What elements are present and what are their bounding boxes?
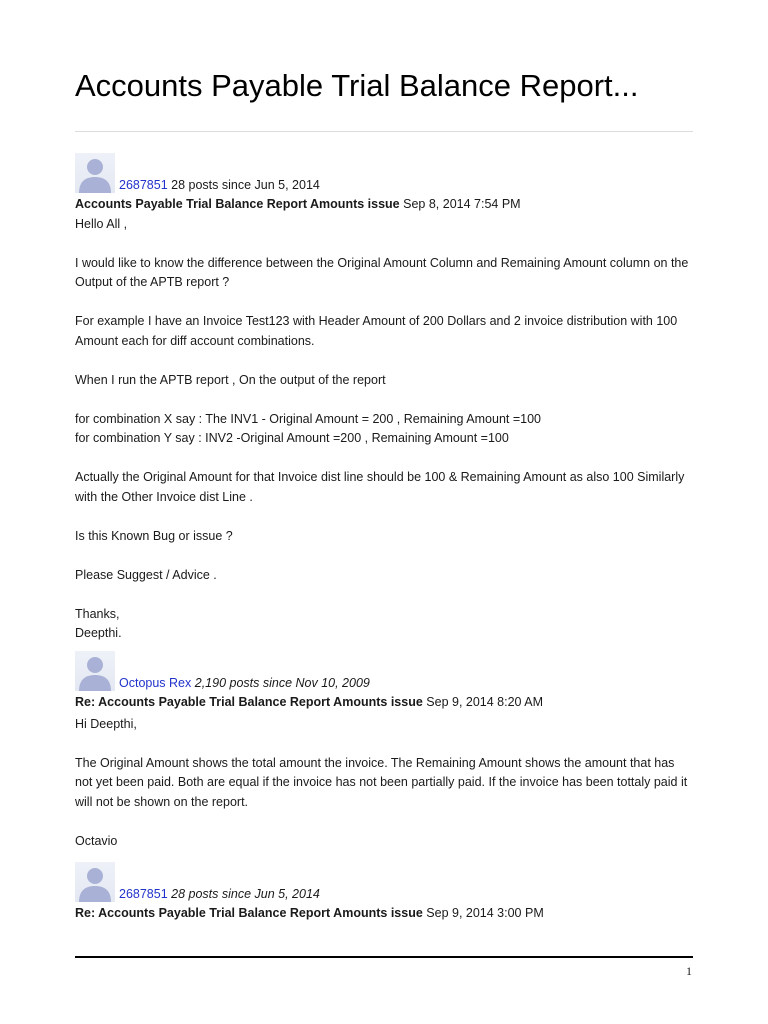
post-paragraph: Thanks, (75, 606, 120, 621)
subject-line (75, 693, 695, 713)
author-meta (119, 885, 320, 905)
author-link[interactable]: 2687851 (119, 886, 168, 901)
footer-divider (75, 956, 693, 958)
author-link[interactable]: Octopus Rex (119, 675, 192, 690)
author-post-count: 28 posts since Jun 5, 2014 (171, 177, 320, 192)
post-paragraph: The Original Amount shows the total amount the invoice. The Remaining Amount shows the amount that has not yet been paid. Both are equal if the invoice has not been partially paid. If the invoice has been tottaly paid it will not be shown on the report. (75, 755, 688, 809)
subject-line (75, 195, 695, 215)
post-date: Sep 9, 2014 3:00 PM (426, 906, 544, 920)
post-paragraph: Hello All , (75, 216, 128, 231)
user-avatar-icon[interactable] (75, 651, 115, 691)
author-post-count: 28 posts since Jun 5, 2014 (171, 886, 320, 901)
post-date: Sep 8, 2014 7:54 PM (403, 197, 521, 211)
author-meta (119, 674, 370, 694)
author-meta (119, 176, 320, 196)
post-paragraph: Please Suggest / Advice . (75, 567, 217, 582)
post-body (75, 715, 695, 852)
user-avatar-icon[interactable] (75, 862, 115, 902)
post-paragraph: Hi Deepthi, (75, 716, 137, 731)
title-divider (75, 131, 693, 132)
post-paragraph: Actually the Original Amount for that Invoice dist line should be 100 & Remaining Amount as also 100 Similarly with the Other Invoice dist Line . (75, 470, 685, 504)
post-3 (75, 862, 695, 924)
user-avatar-icon[interactable] (75, 153, 115, 193)
page-title: Accounts Payable Trial Balance Report... (75, 68, 639, 103)
subject-line (75, 904, 695, 924)
post-paragraph: for combination X say : The INV1 - Original Amount = 200 , Remaining Amount =100 (75, 411, 541, 426)
post-date: Sep 9, 2014 8:20 AM (426, 695, 544, 709)
post-1 (75, 153, 695, 644)
post-2 (75, 651, 695, 851)
post-paragraph: I would like to know the difference between the Original Amount Column and Remaining Amount column on the Output of the APTB report ? (75, 255, 689, 289)
author-row (75, 862, 695, 902)
post-paragraph: Octavio (75, 833, 118, 848)
post-subject: Re: Accounts Payable Trial Balance Report Amounts issue (75, 695, 423, 709)
author-row (75, 651, 695, 691)
post-subject: Accounts Payable Trial Balance Report Amounts issue (75, 197, 400, 211)
post-paragraph: Is this Known Bug or issue ? (75, 528, 233, 543)
post-paragraph: Deepthi. (75, 626, 122, 640)
post-paragraph: for combination Y say : INV2 -Original Amount =200 , Remaining Amount =100 (75, 431, 509, 445)
post-paragraph: When I run the APTB report , On the output of the report (75, 372, 386, 387)
author-post-count: 2,190 posts since Nov 10, 2009 (194, 675, 370, 690)
page-number: 1 (686, 964, 692, 978)
post-paragraph: For example I have an Invoice Test123 with Header Amount of 200 Dollars and 2 invoice distribution with 100 Amount each for diff account combinations. (75, 314, 678, 348)
author-row (75, 153, 695, 193)
post-subject: Re: Accounts Payable Trial Balance Report Amounts issue (75, 906, 423, 920)
post-body (75, 215, 695, 644)
author-link[interactable]: 2687851 (119, 177, 168, 192)
